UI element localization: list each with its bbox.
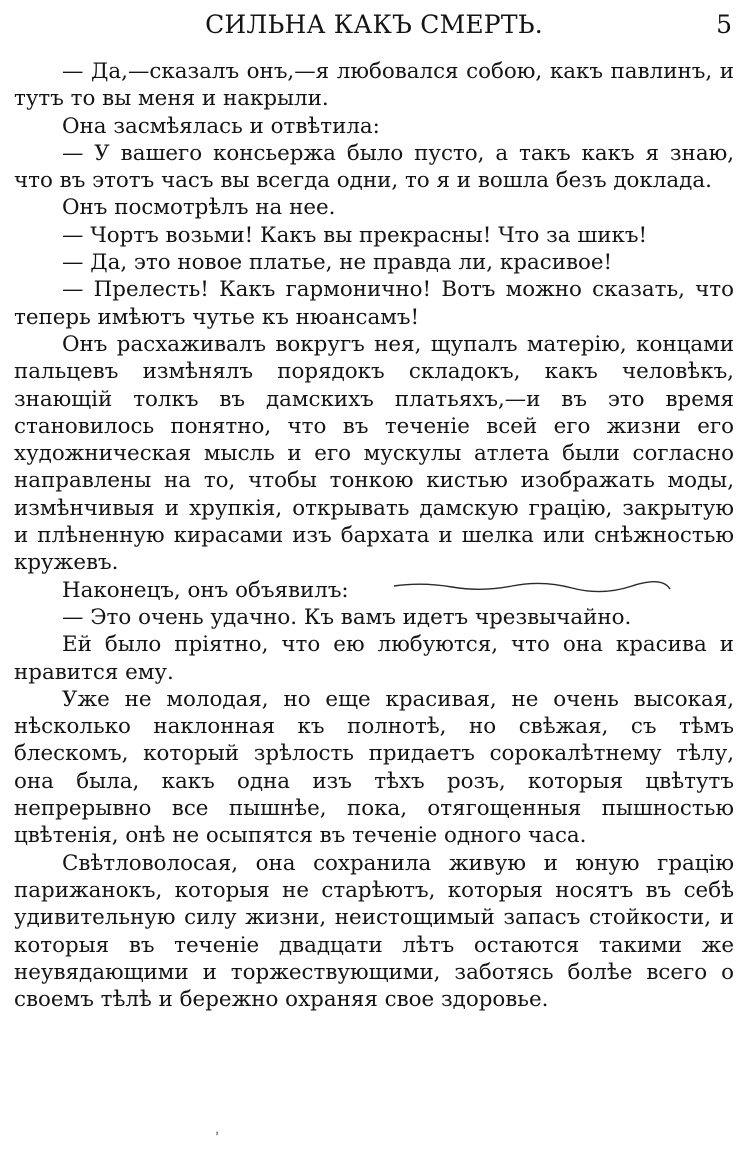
paragraph: Онъ расхаживалъ вокругъ нея, щупалъ матерію, концами пальцевъ измѣнялъ порядокъ складокъ, какъ человѣкъ, знающій толкъ въ дамскихъ платьяхъ,—и въ это время становилось понятно, что въ теченіе всей его жизни его художническая мысль и его мускулы атлета были согласно направлены на то, чтобы тонкою кистью изображать моды, измѣнчивыя и хрупкія, открывать дамскую грацію, закрытую и плѣненную кирасами изъ бархата и шелка или снѣжностью кружевъ. bbox=[14, 331, 734, 576]
paragraph: Она засмѣялась и отвѣтила: bbox=[62, 113, 380, 139]
paragraph: Свѣтловолосая, она сохранила живую и юную грацію парижанокъ, которыя не старѣютъ, которыя носятъ въ себѣ удивительную силу жизни, неистощимый запасъ стойкости, и которыя въ теченіе двадцати лѣтъ остаются такими же неувядающими и торжествующими, заботясь болѣе всего о своемъ тѣлѣ и бережно охраняя свое здоровье. bbox=[14, 850, 734, 1013]
paragraph: Ей было пріятно, что ею любуются, что она красива и нравится ему. bbox=[14, 632, 734, 685]
stray-ink-mark: ʼ bbox=[213, 1129, 224, 1147]
paragraph: Наконецъ, онъ объявилъ: bbox=[62, 577, 349, 603]
paragraph: — Да, это новое платье, не правда ли, красивое! bbox=[62, 250, 613, 276]
page-body bbox=[14, 58, 734, 1013]
page-header bbox=[14, 8, 734, 44]
running-title: СИЛЬНА КАКЪ СМЕРТЬ. bbox=[205, 10, 543, 39]
paragraph: — Прелесть! Какъ гармонично! Вотъ можно сказать, что теперь имѣютъ чутье къ нюансамъ! bbox=[14, 277, 734, 330]
paragraph: — Да,—сказалъ онъ,—я любовался собою, какъ павлинъ, и тутъ то вы меня и накрыли. bbox=[14, 59, 734, 112]
paragraph: — У вашего консьержа было пусто, а такъ какъ я знаю, что въ этотъ часъ вы всегда одни, то я и вошла безъ доклада. bbox=[14, 140, 734, 194]
page-number: 5 bbox=[716, 10, 732, 39]
paragraph: Онъ посмотрѣлъ на нее. bbox=[62, 195, 336, 221]
paragraph: — Это очень удачно. Къ вамъ идетъ чрезвычайно. bbox=[62, 604, 632, 630]
handwritten-underline bbox=[392, 580, 672, 594]
paragraph: Уже не молодая, но еще красивая, не очень высокая, нѣсколько наклонная къ полнотѣ, но свѣжая, съ тѣмъ блескомъ, который зрѣлость придаетъ сорокалѣтнему тѣлу, она была, какъ одна изъ тѣхъ розъ, которыя цвѣтутъ непрерывно все пышнѣе, пока, отягощенныя пышностью цвѣтенія, онѣ не осыпятся въ теченіе одного часа. bbox=[14, 686, 734, 849]
paragraph: — Чортъ возьми! Какъ вы прекрасны! Что за шикъ! bbox=[62, 222, 648, 248]
